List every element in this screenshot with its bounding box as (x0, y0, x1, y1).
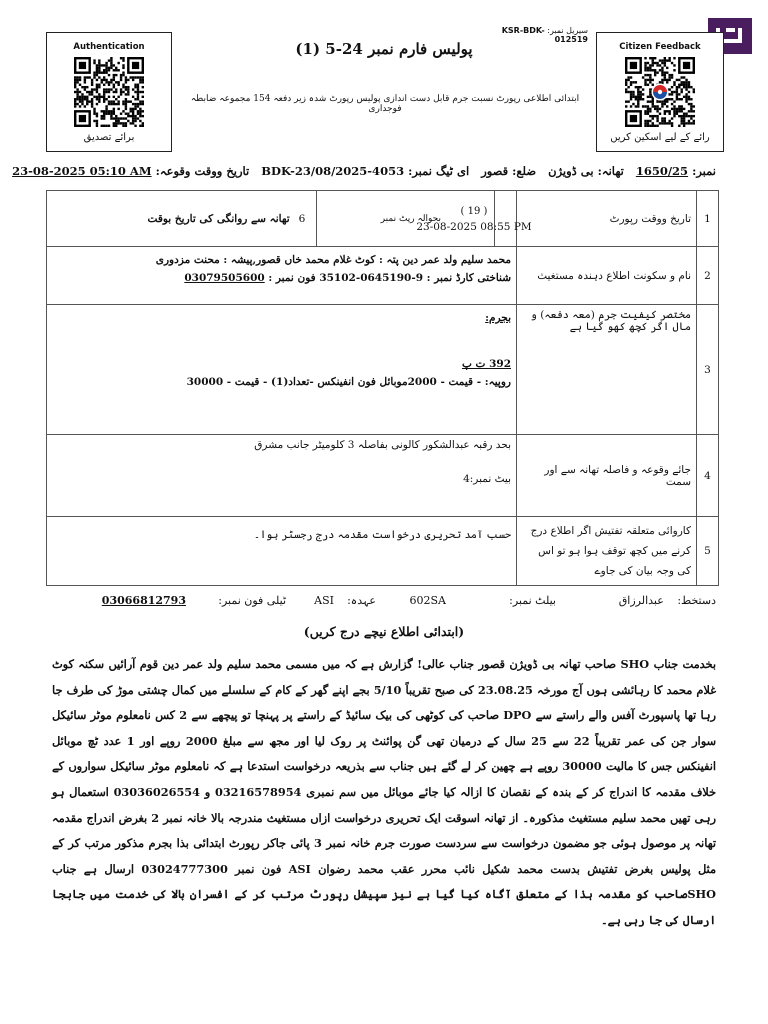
fir-info-line (12, 164, 716, 178)
cnic-label: شناختی کارڈ نمبر : (426, 272, 511, 284)
etag-label: ای ٹیگ نمبر: (408, 164, 470, 178)
officer-phone: 03066812793 (101, 594, 186, 607)
phone-label: فون نمبر : (268, 272, 316, 284)
crime-label: بجرم: (485, 312, 511, 324)
auth-caption: برائے تصدیق (83, 132, 135, 143)
number-label: نمبر: (692, 164, 716, 178)
action-taken: حسب آمد تحریری درخواست مقدمہ درج رجسٹر ہوا۔ (253, 529, 511, 541)
signature-name: عبدالرزاق (618, 594, 664, 607)
row-label: کاروائی متعلقہ تفتیش اگر اطلاع درج کرنے میں کچھ توقف ہوا ہو تو اس کی وجہ بیان کی جاوے (517, 517, 697, 586)
table-row (47, 305, 719, 435)
signature-label: دستخط: (677, 594, 716, 607)
cnic-value: 35102-0645190-9 (319, 272, 424, 284)
stolen-property: روپیہ: - قیمت - 2000موبائل فون انفینکس -تعداد(1) - قیمت - 30000 (186, 376, 511, 388)
row6-number: 6 (298, 212, 306, 225)
complainant-phone: 03079505600 (184, 272, 265, 284)
thana-value: بی ڈویژن (548, 164, 594, 178)
table-row (47, 191, 719, 247)
complaint-narrative: بخدمت جناب SHO صاحب تھانہ بی ڈویژن قصور جناب عالی! گزارش ہے کہ میں مسمی محمد سلیم ولد عمر دین قوم آرائیں سکنہ کوٹ غلام محمد کا رہائشی ہوں آج مورخہ 23.08.25 کی صبح تقریباً 5/10 بجے اپنے گھر کے کام کے سلسلے میں کمال چشتی موڑ کی طرف جا رہا تھا پاسپورٹ آفس والے راستے سے DPO صاحب کی کوٹھی کی بیک سائیڈ کے راستے پر پہنچا تو پیچھے سے 2 کس نامعلوم موٹر سائیکل سوار جن کی عمر تقریباً 22 سے 25 سال کے درمیان تھی گن پوائنٹ پر روک لیا اور مجھ سے مبلغ 2000 روپے اور 1 عدد ٹچ موبائل انفینکس جس کا مالیت 30000 روپے ہے چھین کر لے گئے ہیں جناب سے بذریعہ درخواست استدعا ہے کہ نامعلوم موٹر سائیکل سواروں کے خلاف مقدمہ کا اندراج کر کے بندہ کے نقصان کا ازالہ کیا جائے موبائل میں سم نمبری 03216578954 و 03036026554 استعمال ہو رہی تھیں محمد سلیم مستغیث مذکورہ۔ از تھانہ اسوقت ایک تحریری درخواست ازاں مستغیث مندرجہ بالا خانہ نمبر 2 بغرض اندراج مقدمہ تھانہ پر موصول ہوئی جو مضمون درخواست سے سردست صورت جرم خانہ نمبر 3 پائی جاکر رپورٹ ابتدائی بذا بجرم مذکور مرتب کر کے مثل پولیس بغرض تفتیش بدست محمد شکیل نائب محرر عقب محمد رضوان ASI فون نمبر 03024777300 ارسال ہے جناب SHOصاحب کو مقدمہ ہذا کے متعلق آگاہ کیا گیا ہے نیز سپیشل رپورٹ مرتب کر کے افسران بالا کی خدمت میں جابجا ارسال کی جا رہی ہے۔ (52, 657, 717, 927)
occurrence-date-label: تاریخ ووقت وقوعہ: (155, 164, 250, 178)
row-number: 1 (697, 191, 719, 247)
reference-label: بحوالہ رپٹ نمبر (380, 213, 441, 224)
row-label: تاریخ ووقت رپورٹ (517, 191, 697, 247)
departure-label: تھانہ سے روانگی کی تاریخ بوقت (147, 212, 290, 225)
district-value: قصور (481, 164, 509, 178)
crime-section: 392 ت پ (461, 358, 511, 370)
belt-label: بیلٹ نمبر: (509, 594, 556, 607)
table-row (47, 247, 719, 305)
feedback-title: Citizen Feedback (619, 42, 701, 52)
serial-label: سیریل نمبر: (547, 26, 588, 35)
first-information-heading: (ابتدائی اطلاع نیچے درج کریں) (303, 624, 465, 639)
report-datetime: 23-08-2025 08:55 PM (416, 220, 532, 233)
fir-number: 1650/25 (635, 164, 689, 178)
table-row (47, 435, 719, 517)
row-number: 2 (697, 247, 719, 305)
feedback-caption: رائے کے لیے اسکین کریں (610, 132, 710, 143)
etag-value: BDK-23/08/2025-4053 (261, 164, 405, 178)
citizen-feedback-qr-box (596, 32, 724, 152)
occurrence-date-value: 23-08-2025 05:10 AM (12, 164, 152, 178)
fir-details-table (46, 190, 719, 586)
auth-title: Authentication (73, 42, 145, 52)
police-badge-icon (651, 83, 669, 101)
serial-code: KSR-BDK-012519 (501, 26, 588, 44)
beat-number: بیٹ نمبر:4 (463, 473, 511, 485)
reference-number: ( 19 ) (460, 205, 488, 217)
officer-phone-label: ٹیلی فون نمبر: (218, 594, 286, 607)
place-of-occurrence: بحد رقبہ عبدالشکور کالونی بفاصلہ 3 کلومیٹر جانب مشرق (254, 439, 511, 451)
rank-value: ASI (314, 594, 334, 607)
belt-number: 602SA (409, 594, 446, 607)
row-number: 3 (697, 305, 719, 435)
auth-qr-code-icon[interactable] (74, 57, 144, 127)
district-label: ضلع: (512, 164, 537, 178)
complainant-contact (52, 269, 511, 287)
complainant-details: محمد سلیم ولد عمر دین پتہ : کوٹ غلام محمد خاں قصور,پیشہ : محنت مزدوری (155, 254, 511, 266)
row-label: مختصر کیفیت جرم (معہ دفعہ) و مال اگر کچھ کھو گیا ہے (517, 305, 697, 435)
row-label: جائے وقوعہ و فاصلہ تھانہ سے اور سمت (517, 435, 697, 517)
row-number: 4 (697, 435, 719, 517)
row-number: 5 (697, 517, 719, 586)
form-title: پولیس فارم نمبر 24-5 (1) (295, 40, 473, 58)
thana-label: تھانہ: (597, 164, 624, 178)
rank-label: عہدہ: (347, 594, 376, 607)
form-subtitle: ابتدائی اطلاعی رپورٹ نسبت جرم قابل دست اندازی پولیس رپورٹ شدہ زیر دفعہ 154 مجموعہ ضابطہ فوجداری (190, 94, 580, 114)
table-row (47, 517, 719, 586)
row-label: نام و سکونت اطلاع دہندہ مستغیث (517, 247, 697, 305)
authentication-qr-box (46, 32, 172, 152)
